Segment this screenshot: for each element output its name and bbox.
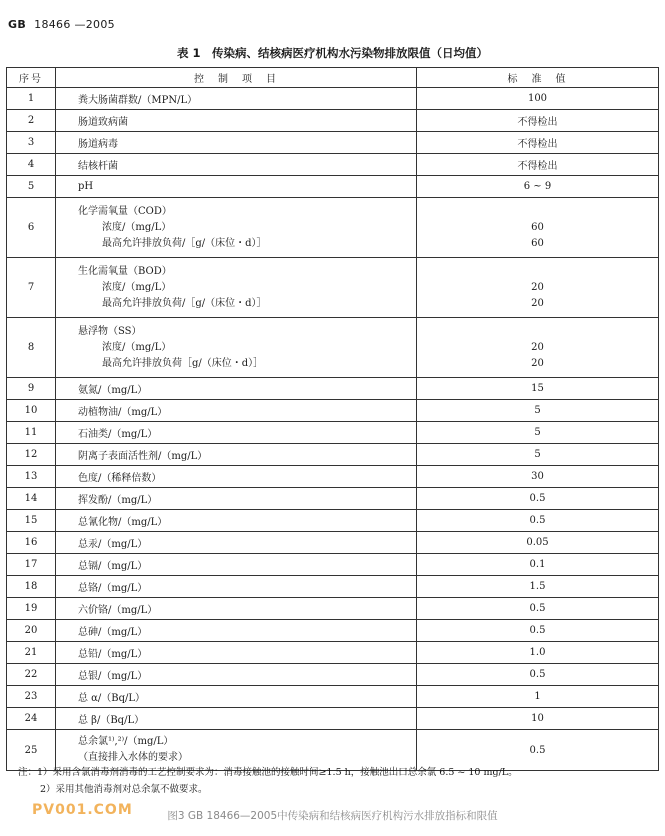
table-header-row	[7, 68, 659, 88]
control-subitem: 最高允许排放负荷［g/（床位・d）］	[102, 357, 264, 369]
control-item: 石油类/（mg/L）	[56, 422, 417, 444]
standard-value: 5	[417, 422, 659, 444]
control-item-group	[56, 258, 417, 318]
row-number: 23	[7, 686, 56, 708]
control-item: pH	[56, 176, 417, 198]
row-number: 21	[7, 642, 56, 664]
table-row	[7, 466, 659, 488]
table-row	[7, 488, 659, 510]
standard-value: 10	[417, 708, 659, 730]
row-number: 7	[7, 258, 56, 318]
standard-value: 不得检出	[417, 154, 659, 176]
control-item: 总汞/（mg/L）	[56, 532, 417, 554]
standard-value: 60	[531, 221, 544, 233]
table-row	[7, 318, 659, 378]
control-item: 氨氮/（mg/L）	[56, 378, 417, 400]
standard-value-group	[417, 198, 659, 258]
row-number: 1	[7, 88, 56, 110]
control-subitem: 最高允许排放负荷/［g/（床位・d）］	[102, 237, 267, 249]
control-item: 挥发酚/（mg/L）	[56, 488, 417, 510]
row-number: 16	[7, 532, 56, 554]
standard-value: 1.5	[417, 576, 659, 598]
row-number: 6	[7, 198, 56, 258]
table-row	[7, 532, 659, 554]
standard-value: 5	[417, 444, 659, 466]
control-item: 总镉/（mg/L）	[56, 554, 417, 576]
row-number: 17	[7, 554, 56, 576]
control-item: 结核杆菌	[56, 154, 417, 176]
note-2: 2）采用其他消毒剂对总余氯不做要求。	[40, 784, 208, 795]
control-item: 总氰化物/（mg/L）	[56, 510, 417, 532]
standard-number: 18466 —2005	[34, 18, 115, 31]
standard-value: 6 ~ 9	[417, 176, 659, 198]
row-number: 8	[7, 318, 56, 378]
column-header-no: 序号	[7, 68, 56, 88]
control-item: 阴离子表面活性剂/（mg/L）	[56, 444, 417, 466]
row-number: 4	[7, 154, 56, 176]
table-row	[7, 708, 659, 730]
table-row	[7, 154, 659, 176]
standard-value: 30	[417, 466, 659, 488]
control-item: 总铅/（mg/L）	[56, 642, 417, 664]
control-item: 色度/（稀释倍数）	[56, 466, 417, 488]
standard-value: 0.5	[417, 510, 659, 532]
standard-value: 不得检出	[417, 132, 659, 154]
table-title: 表 1 传染病、结核病医疗机构水污染物排放限值（日均值）	[176, 46, 488, 60]
watermark: PV001.COM	[32, 802, 133, 818]
standard-value: 20	[531, 357, 544, 369]
standard-value: 0.5	[417, 598, 659, 620]
table-row	[7, 176, 659, 198]
column-header-item: 控 制 项 目	[56, 68, 417, 88]
table-row	[7, 620, 659, 642]
document-header	[8, 18, 115, 31]
standard-value: 0.05	[417, 532, 659, 554]
row-number: 9	[7, 378, 56, 400]
control-item: 总砷/（mg/L）	[56, 620, 417, 642]
table-row	[7, 198, 659, 258]
table-row	[7, 110, 659, 132]
control-item: 总 α/（Bq/L）	[56, 686, 417, 708]
table-row	[7, 132, 659, 154]
table-row	[7, 664, 659, 686]
standard-label: GB	[8, 18, 27, 31]
control-subitem: 浓度/（mg/L）	[102, 281, 172, 293]
table-row	[7, 422, 659, 444]
standard-value: 20	[531, 281, 544, 293]
row-number: 15	[7, 510, 56, 532]
standard-value-group	[417, 258, 659, 318]
standard-value: 0.5	[417, 730, 659, 771]
standard-value: 1	[417, 686, 659, 708]
control-item: 总 β/（Bq/L）	[56, 708, 417, 730]
table-row	[7, 576, 659, 598]
standard-value: 20	[531, 341, 544, 353]
control-item: 总铬/（mg/L）	[56, 576, 417, 598]
table-row	[7, 686, 659, 708]
row-number: 22	[7, 664, 56, 686]
standard-value: 5	[417, 400, 659, 422]
control-subitem: 浓度/（mg/L）	[102, 341, 172, 353]
table-row	[7, 510, 659, 532]
control-item: 总余氯¹⁾,²⁾/（mg/L）	[78, 736, 174, 747]
standards-table	[6, 67, 659, 771]
standard-value: 不得检出	[417, 110, 659, 132]
standard-value-group	[417, 318, 659, 378]
row-number: 3	[7, 132, 56, 154]
control-item: 粪大肠菌群数/（MPN/L）	[56, 88, 417, 110]
standard-value: 0.5	[417, 488, 659, 510]
row-number: 10	[7, 400, 56, 422]
control-subitem: （直接排入水体的要求）	[78, 752, 188, 763]
table-row	[7, 598, 659, 620]
table-row	[7, 258, 659, 318]
standard-value: 0.5	[417, 664, 659, 686]
control-item-group	[56, 198, 417, 258]
standard-value: 20	[531, 297, 544, 309]
table-row	[7, 642, 659, 664]
figure-caption: 图3 GB 18466—2005中传染病和结核病医疗机构污水排放指标和限值	[167, 810, 498, 822]
control-item: 六价铬/（mg/L）	[56, 598, 417, 620]
table-notes	[18, 764, 518, 798]
control-subitem: 浓度/（mg/L）	[102, 221, 172, 233]
row-number: 19	[7, 598, 56, 620]
control-item: 肠道病毒	[56, 132, 417, 154]
row-number: 5	[7, 176, 56, 198]
table-row	[7, 378, 659, 400]
control-item: 肠道致病菌	[56, 110, 417, 132]
table-row	[7, 554, 659, 576]
row-number: 14	[7, 488, 56, 510]
standard-value: 60	[531, 237, 544, 249]
standard-value: 0.5	[417, 620, 659, 642]
standard-value: 15	[417, 378, 659, 400]
table-row	[7, 400, 659, 422]
row-number: 18	[7, 576, 56, 598]
standard-value: 1.0	[417, 642, 659, 664]
control-item: 总银/（mg/L）	[56, 664, 417, 686]
standard-value: 0.1	[417, 554, 659, 576]
row-number: 12	[7, 444, 56, 466]
note-1: 注：1）采用含氯消毒剂消毒的工艺控制要求为：消毒接触池的接触时间≥1.5 h，接触池出口总余氯 6.5 ~ 10 mg/L。	[18, 767, 518, 778]
row-number: 11	[7, 422, 56, 444]
standard-value: 100	[417, 88, 659, 110]
control-item: 化学需氧量（COD）	[78, 205, 172, 217]
control-item: 动植物油/（mg/L）	[56, 400, 417, 422]
row-number: 24	[7, 708, 56, 730]
row-number: 25	[7, 730, 56, 771]
column-header-value: 标 准 值	[417, 68, 659, 88]
control-item: 悬浮物（SS）	[78, 325, 142, 337]
row-number: 20	[7, 620, 56, 642]
row-number: 13	[7, 466, 56, 488]
row-number: 2	[7, 110, 56, 132]
control-item-group	[56, 318, 417, 378]
control-subitem: 最高允许排放负荷/［g/（床位・d）］	[102, 297, 267, 309]
table-row	[7, 444, 659, 466]
table-row	[7, 88, 659, 110]
control-item: 生化需氧量（BOD）	[78, 265, 172, 277]
